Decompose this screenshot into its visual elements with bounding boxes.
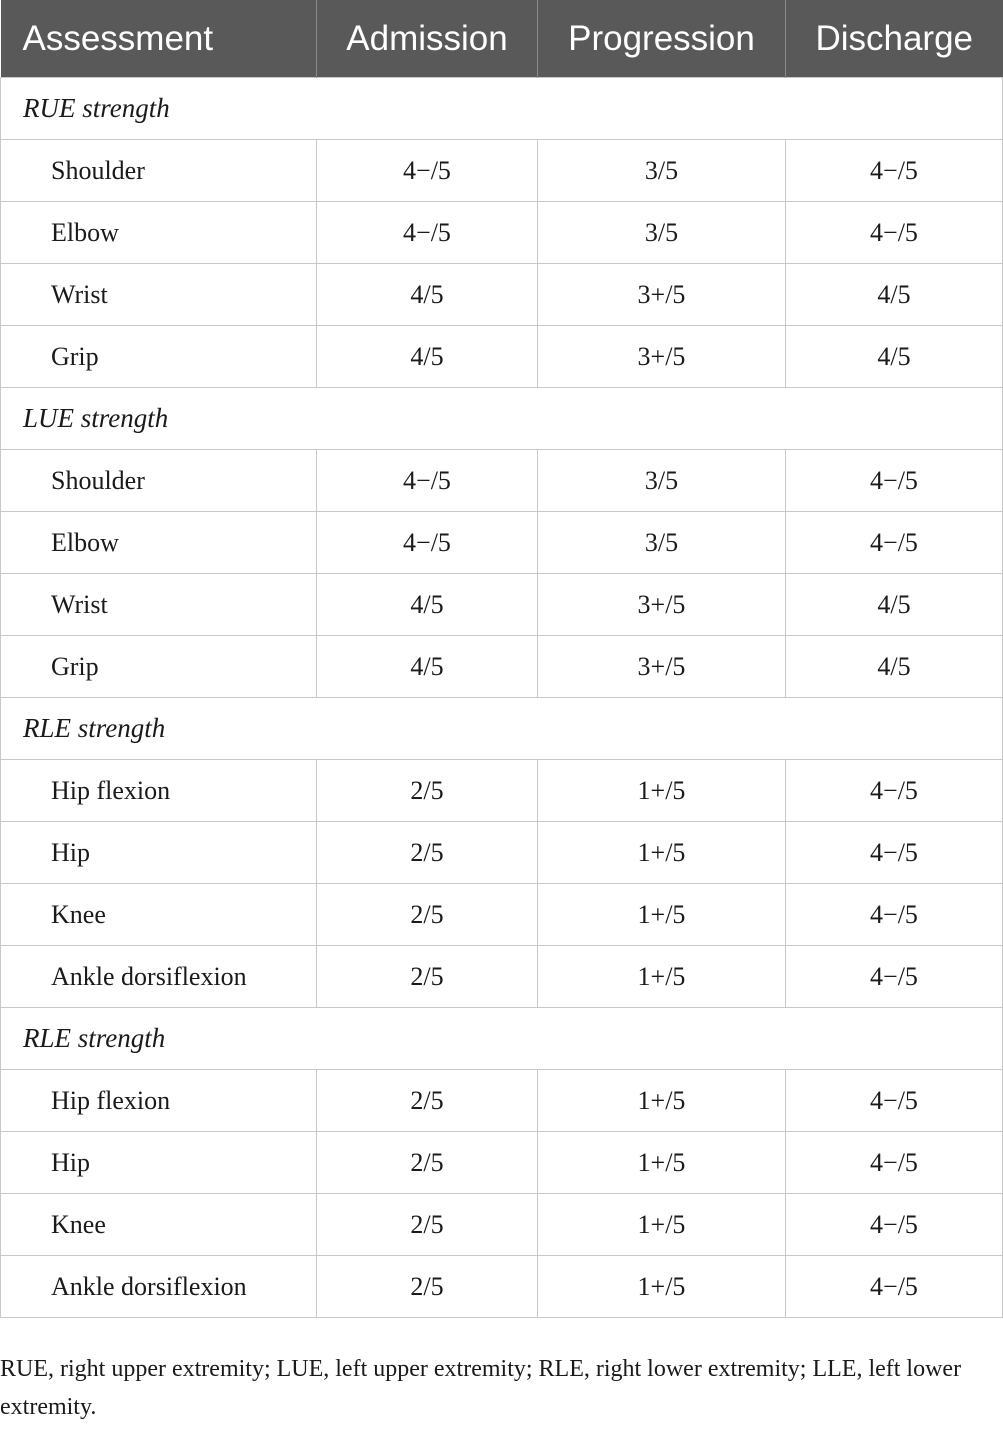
table-row [1, 760, 1003, 822]
progression-cell: 1+/5 [538, 760, 786, 822]
row-label: Hip flexion [1, 1070, 317, 1132]
discharge-cell: 4−/5 [786, 946, 1003, 1008]
admission-cell: 4−/5 [317, 512, 538, 574]
row-label: Elbow [1, 202, 317, 264]
discharge-cell: 4−/5 [786, 760, 1003, 822]
row-label: Elbow [1, 512, 317, 574]
progression-cell: 1+/5 [538, 1194, 786, 1256]
admission-cell: 2/5 [317, 760, 538, 822]
admission-cell: 2/5 [317, 1256, 538, 1318]
row-label: Wrist [1, 264, 317, 326]
table-row [1, 450, 1003, 512]
table-row [1, 264, 1003, 326]
admission-cell: 2/5 [317, 1070, 538, 1132]
discharge-cell: 4−/5 [786, 884, 1003, 946]
progression-cell: 3/5 [538, 512, 786, 574]
row-label: Grip [1, 636, 317, 698]
header-admission: Admission [317, 0, 538, 78]
discharge-cell: 4/5 [786, 636, 1003, 698]
table-footnote: RUE, right upper extremity; LUE, left upper extremity; RLE, right lower extremity; LLE, left lower extremity. [0, 1356, 962, 1420]
admission-cell: 2/5 [317, 946, 538, 1008]
admission-cell: 4/5 [317, 264, 538, 326]
table-row [1, 326, 1003, 388]
table-row [1, 512, 1003, 574]
discharge-cell: 4−/5 [786, 822, 1003, 884]
section-title: RLE strength [1, 698, 1003, 760]
header-discharge: Discharge [786, 0, 1003, 78]
row-label: Grip [1, 326, 317, 388]
discharge-cell: 4/5 [786, 326, 1003, 388]
row-label: Knee [1, 884, 317, 946]
table-row [1, 822, 1003, 884]
table-row [1, 946, 1003, 1008]
discharge-cell: 4/5 [786, 574, 1003, 636]
admission-cell: 4/5 [317, 574, 538, 636]
section-row [1, 388, 1003, 450]
table-body [1, 78, 1003, 1318]
progression-cell: 1+/5 [538, 1132, 786, 1194]
table-row [1, 1194, 1003, 1256]
header-progression: Progression [538, 0, 786, 78]
discharge-cell: 4−/5 [786, 140, 1003, 202]
discharge-cell: 4−/5 [786, 450, 1003, 512]
row-label: Shoulder [1, 450, 317, 512]
table-row [1, 1132, 1003, 1194]
row-label: Wrist [1, 574, 317, 636]
header-row [1, 0, 1003, 78]
row-label: Hip [1, 1132, 317, 1194]
section-row [1, 698, 1003, 760]
table-row [1, 1256, 1003, 1318]
table-row [1, 884, 1003, 946]
section-title: RUE strength [1, 78, 1003, 140]
admission-cell: 4/5 [317, 636, 538, 698]
header-assessment: Assessment [1, 0, 317, 78]
admission-cell: 4−/5 [317, 202, 538, 264]
table-row [1, 140, 1003, 202]
admission-cell: 2/5 [317, 1132, 538, 1194]
row-label: Hip [1, 822, 317, 884]
row-label: Shoulder [1, 140, 317, 202]
progression-cell: 3/5 [538, 140, 786, 202]
section-row [1, 1008, 1003, 1070]
table-row [1, 636, 1003, 698]
progression-cell: 1+/5 [538, 884, 786, 946]
admission-cell: 2/5 [317, 1194, 538, 1256]
progression-cell: 1+/5 [538, 946, 786, 1008]
admission-cell: 4−/5 [317, 450, 538, 512]
section-row [1, 78, 1003, 140]
discharge-cell: 4−/5 [786, 512, 1003, 574]
discharge-cell: 4/5 [786, 264, 1003, 326]
progression-cell: 3+/5 [538, 264, 786, 326]
table-row [1, 1070, 1003, 1132]
progression-cell: 3+/5 [538, 636, 786, 698]
progression-cell: 1+/5 [538, 1256, 786, 1318]
table-header [1, 0, 1003, 78]
discharge-cell: 4−/5 [786, 202, 1003, 264]
row-label: Ankle dorsiflexion [1, 1256, 317, 1318]
admission-cell: 2/5 [317, 822, 538, 884]
row-label: Ankle dorsiflexion [1, 946, 317, 1008]
admission-cell: 2/5 [317, 884, 538, 946]
section-title: LUE strength [1, 388, 1003, 450]
discharge-cell: 4−/5 [786, 1256, 1003, 1318]
discharge-cell: 4−/5 [786, 1070, 1003, 1132]
discharge-cell: 4−/5 [786, 1194, 1003, 1256]
admission-cell: 4/5 [317, 326, 538, 388]
progression-cell: 3/5 [538, 202, 786, 264]
progression-cell: 3/5 [538, 450, 786, 512]
admission-cell: 4−/5 [317, 140, 538, 202]
progression-cell: 1+/5 [538, 822, 786, 884]
table-row [1, 202, 1003, 264]
progression-cell: 1+/5 [538, 1070, 786, 1132]
discharge-cell: 4−/5 [786, 1132, 1003, 1194]
progression-cell: 3+/5 [538, 574, 786, 636]
row-label: Knee [1, 1194, 317, 1256]
row-label: Hip flexion [1, 760, 317, 822]
section-title: RLE strength [1, 1008, 1003, 1070]
progression-cell: 3+/5 [538, 326, 786, 388]
table-row [1, 574, 1003, 636]
